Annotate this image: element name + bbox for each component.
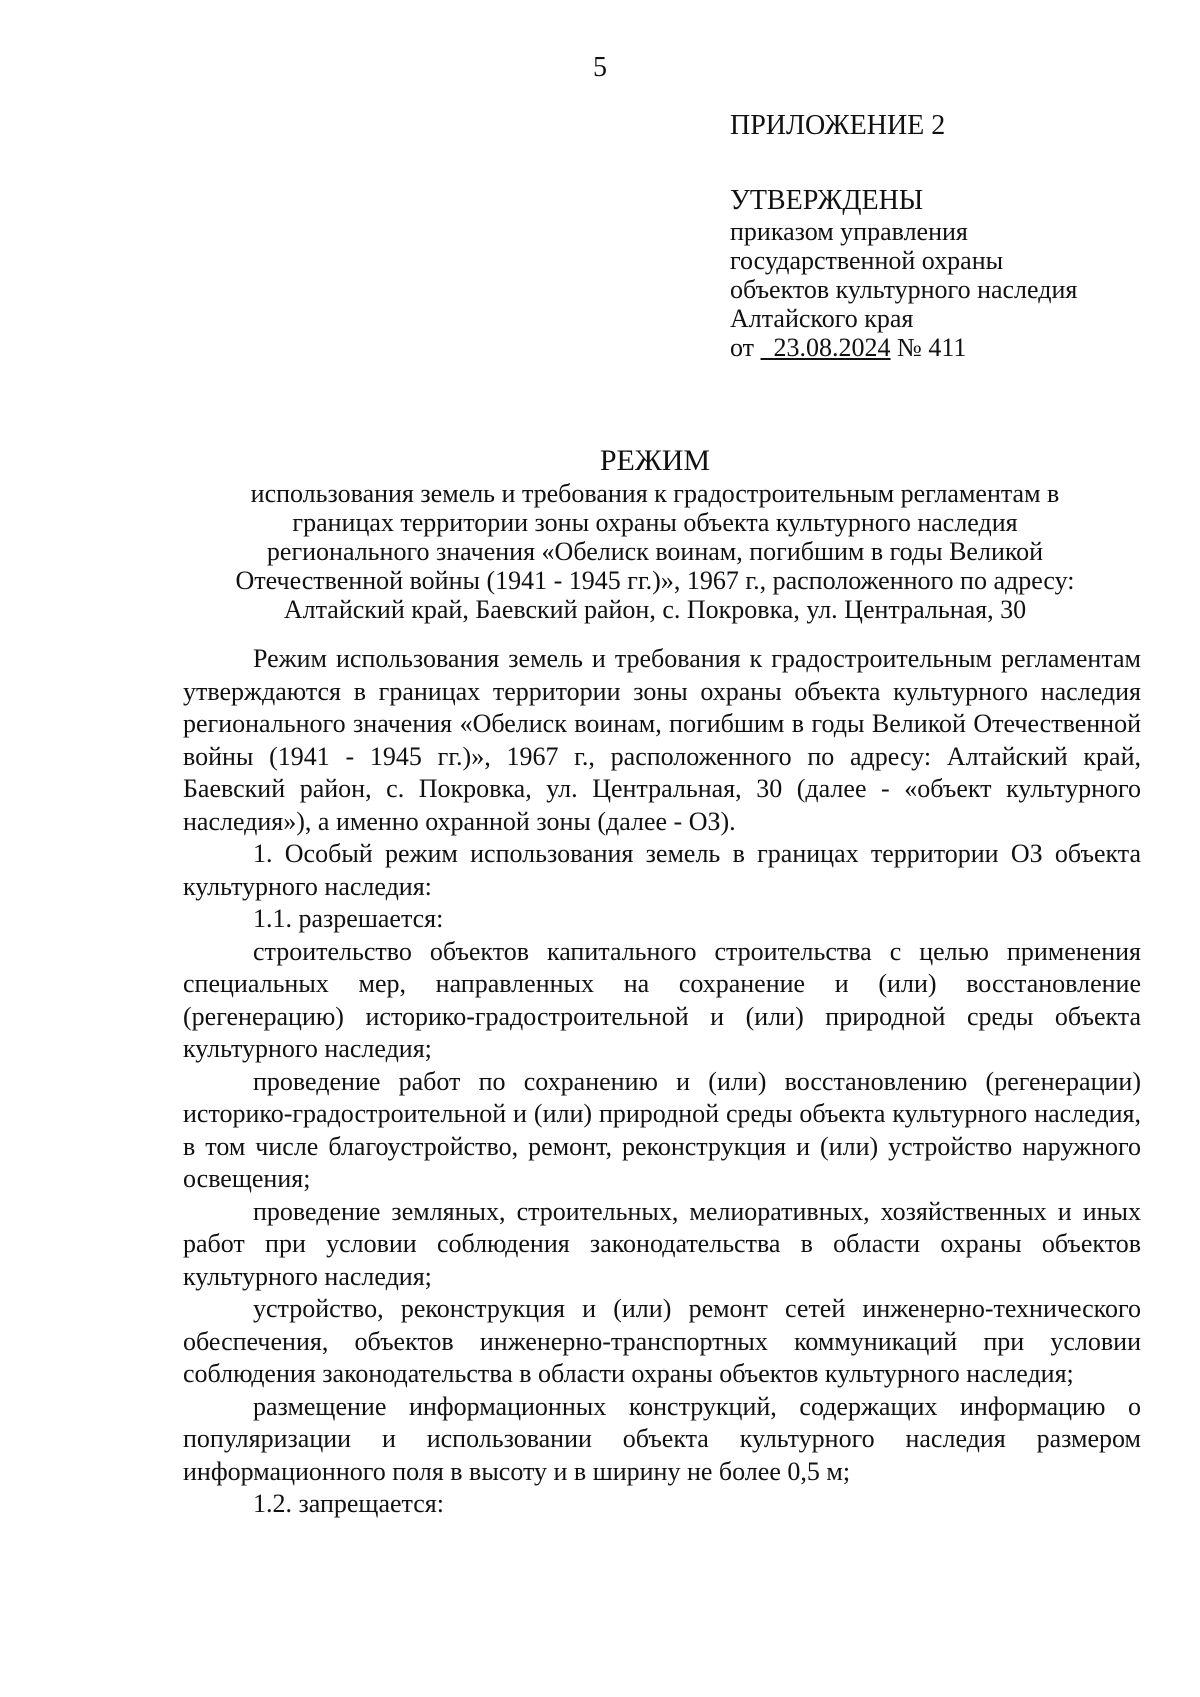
section-heading: 1. Особый режим использования земель в границах территории ОЗ объекта культурного наследия:: [183, 839, 1141, 901]
order-reference: [730, 333, 1170, 362]
body-paragraph: Режим использования земель и требования к градостроительным регламентам утверждаются в границах территории зоны охраны объекта культурного наследия регионального значения «Обелиск воинам, погибшим в годы Великой Отечественной войны (1941 - 1945 гг.)», 1967 г., расположенного по адресу: Алтайский край, Баевский район, с. Покровка, ул. Центральная, 30 (далее - «объект культурного наследия»), а именно охранной зоны (далее - ОЗ).: [183, 644, 1141, 836]
order-number: № 411: [897, 333, 967, 363]
list-item: проведение работ по сохранению и (или) восстановлению (регенерации) историко-градостроительной и (или) природной среды объекта культурного наследия, в том числе благоустройство, ремонт, реконструкция и (или) устройство наружного освещения;: [183, 1066, 1141, 1193]
order-prefix: от: [730, 333, 755, 363]
approval-line: Алтайского края: [730, 304, 914, 334]
page-number: 5: [593, 52, 607, 83]
document-title: РЕЖИМ: [599, 444, 711, 477]
subsection-heading: 1.1. разрешается:: [253, 904, 444, 933]
list-item: проведение земляных, строительных, мелиоративных, хозяйственных и иных работ при условии соблюдения законодательства в области охраны объектов культурного наследия;: [183, 1196, 1141, 1291]
order-date: 23.08.2024: [773, 333, 891, 363]
list-item: размещение информационных конструкций, содержащих информацию о популяризации и использовании объекта культурного наследия размером информационного поля в высоту и в ширину не более 0,5 м;: [183, 1391, 1141, 1486]
approved-heading: УТВЕРЖДЕНЫ: [730, 185, 924, 217]
document-subtitle: использования земель и требования к градостроительным регламентам в границах территории зоны охраны объекта культурного наследия регионального значения «Обелиск воинам, погибшим в годы Великой Отечественной войны (1941 - 1945 гг.)», 1967 г., расположенного по адресу: Алтайский край, Баевский район, с. Покровка, ул. Центральная, 30: [235, 479, 1075, 625]
document-title-block: [215, 444, 1095, 625]
approval-line: государственной охраны: [730, 246, 1004, 276]
list-item: строительство объектов капитального строительства с целью применения специальных мер, направленных на сохранение и (или) восстановление (регенерацию) историко-градостроительной и (или) природной среды объекта культурного наследия;: [183, 936, 1141, 1063]
appendix-label: ПРИЛОЖЕНИЕ 2: [730, 110, 946, 141]
document-body: [183, 643, 1141, 1521]
subsection-heading: 1.2. запрещается:: [253, 1489, 444, 1518]
approval-line: объектов культурного наследия: [730, 275, 1078, 305]
approval-block: [730, 110, 1170, 363]
approval-line: приказом управления: [730, 216, 968, 246]
list-item: устройство, реконструкция и (или) ремонт сетей инженерно-технического обеспечения, объектов инженерно-транспортных коммуникаций при условии соблюдения законодательства в области охраны объектов культурного наследия;: [183, 1294, 1141, 1388]
